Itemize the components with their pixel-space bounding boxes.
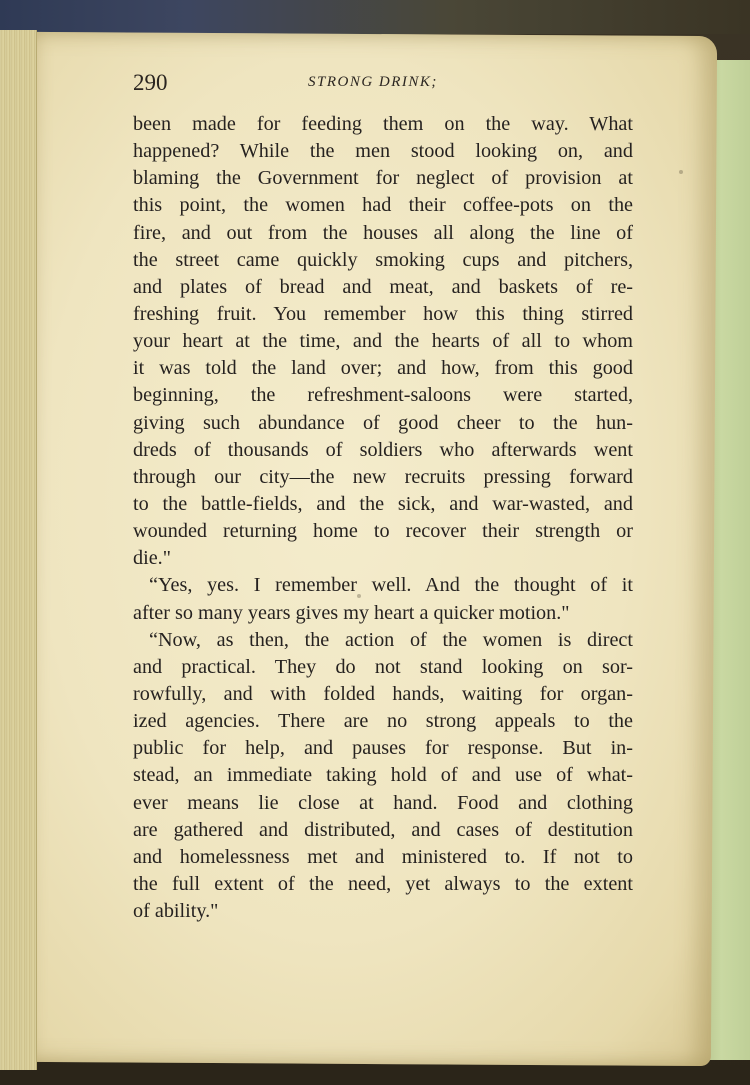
body-text [133,111,633,925]
text-line: beginning, the refreshment-saloons were started, [133,384,633,407]
text-line: blaming the Government for neglect of provision at [133,167,633,190]
text-line: the street came quickly smoking cups and pitchers, [133,248,633,271]
text-line: giving such abundance of good cheer to the hun- [133,411,633,434]
text-line: “Now, as then, the action of the women is direct [149,628,633,651]
text-line: and homelessness met and ministered to. If not to [133,845,633,868]
page-header [133,70,653,100]
text-line: and plates of bread and meat, and baskets of re- [133,275,633,298]
text-line: after so many years gives my heart a quicker motion." [133,601,570,624]
paper-speck [357,594,361,598]
text-line: stead, an immediate taking hold of and use of what- [133,764,633,787]
text-line: this point, the women had their coffee-pots on the [133,194,633,217]
text-line: happened? While the men stood looking on, and [133,140,633,163]
text-line: your heart at the time, and the hearts of all to whom [133,330,633,353]
text-line: and practical. They do not stand looking on sor- [133,655,633,678]
text-line: fire, and out from the houses all along the line of [133,221,633,244]
text-line: ized agencies. There are no strong appeals to the [133,710,633,733]
text-line: are gathered and distributed, and cases of destitution [133,818,633,841]
text-line: to the battle-fields, and the sick, and war-wasted, and [133,492,633,515]
text-line: public for help, and pauses for response. But in- [133,737,633,760]
page-number: 290 [133,70,168,95]
scanner-background [0,0,750,34]
text-line: been made for feeding them on the way. What [133,113,633,135]
text-line: die." [133,547,171,570]
text-line: dreds of thousands of soldiers who afterwards went [133,438,633,461]
text-line: rowfully, and with folded hands, waiting for organ- [133,682,633,705]
text-line: ever means lie close at hand. Food and clothing [133,791,633,814]
text-line: it was told the land over; and how, from this good [133,357,633,380]
text-line: through our city—the new recruits pressing forward [133,465,633,488]
running-head: STRONG DRINK; [308,74,438,90]
text-line: the full extent of the need, yet always to the extent [133,872,633,895]
page-block-edge [0,30,37,1070]
text-line: wounded returning home to recover their strength or [133,520,633,543]
paper-speck [679,170,683,174]
text-line: of ability." [133,900,219,923]
text-line: freshing fruit. You remember how this thing stirred [133,302,633,325]
text-line: “Yes, yes. I remember well. And the thought of it [149,574,633,597]
